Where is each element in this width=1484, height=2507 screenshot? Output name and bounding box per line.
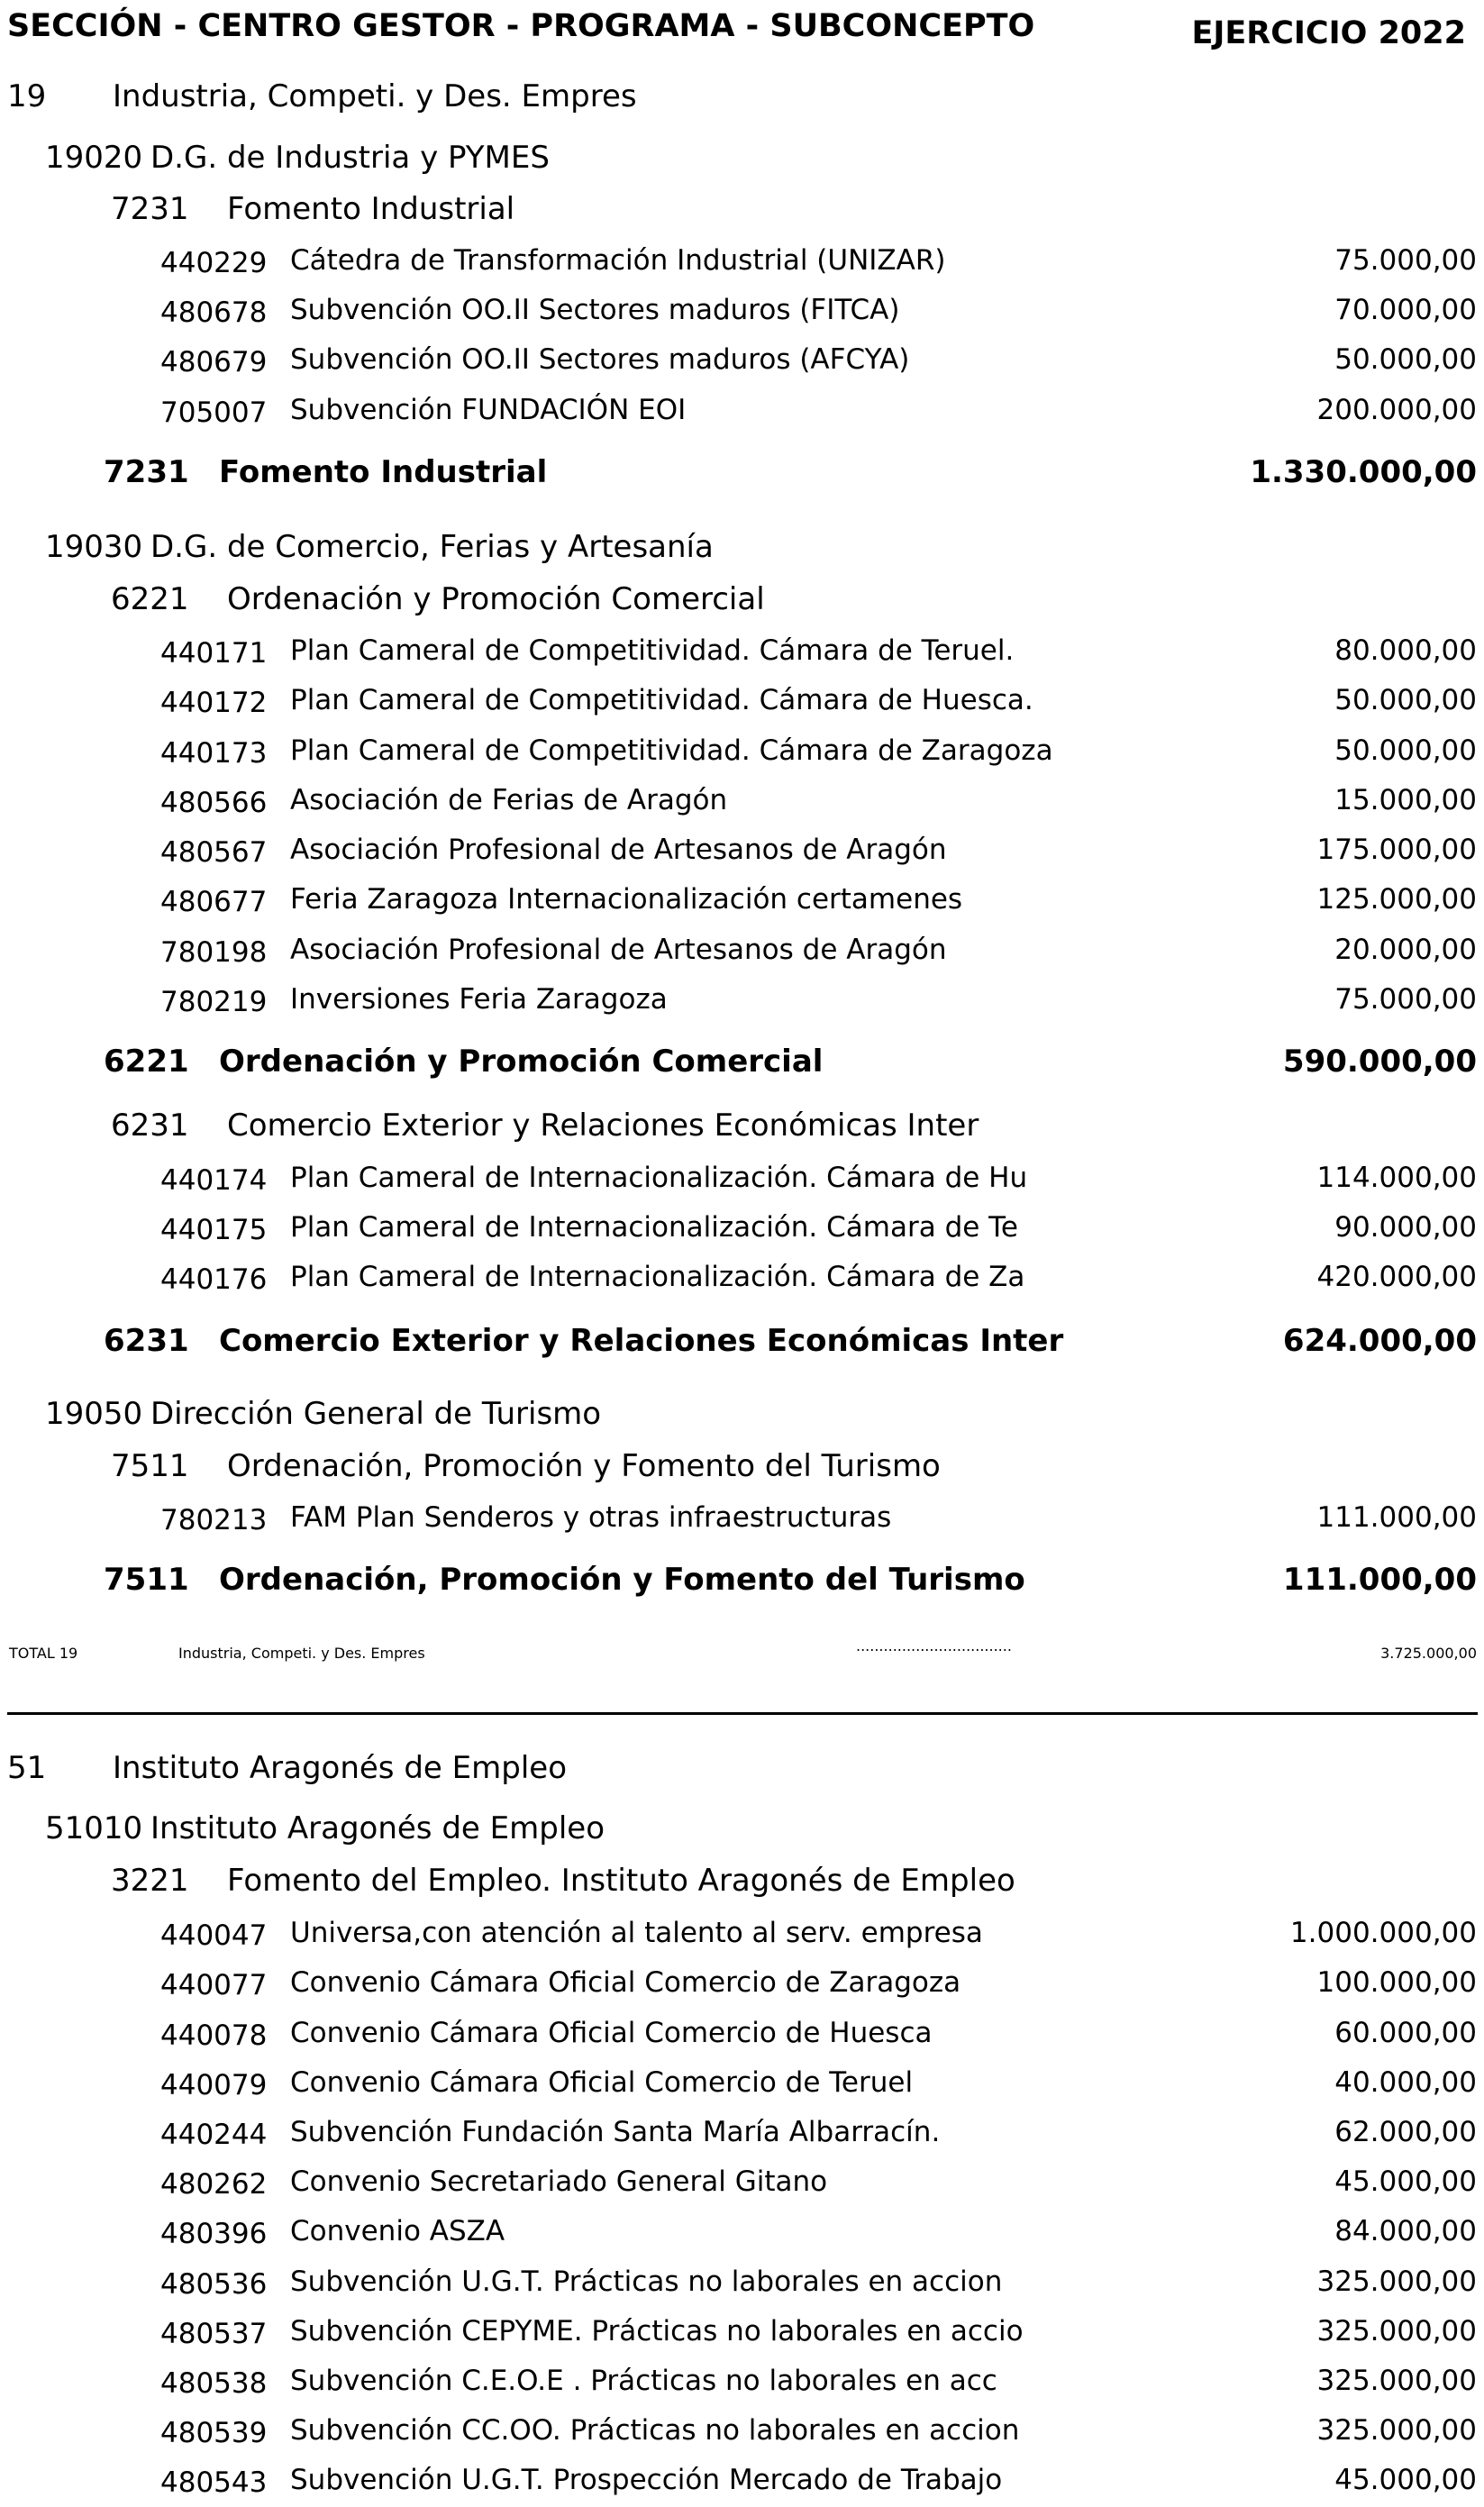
row-description: Instituto Aragonés de Empleo <box>113 1750 567 1786</box>
row-sub <box>0 448 1484 497</box>
row-description: Ordenación, Promoción y Fomento del Turismo <box>227 1448 941 1484</box>
row-item <box>0 2357 1484 2405</box>
row-item <box>0 286 1484 334</box>
row-code: 480262 <box>160 2168 268 2201</box>
row-item <box>0 776 1484 825</box>
row-description: Ordenación y Promoción Comercial <box>219 1044 824 1080</box>
row-description: Fomento Industrial <box>227 191 515 227</box>
row-description: Ordenación y Promoción Comercial <box>227 581 765 617</box>
row-code: 19020 <box>45 140 143 176</box>
row-amount: 325.000,00 <box>1316 2365 1477 2397</box>
row-l2 <box>0 133 1484 182</box>
row-amount: 624.000,00 <box>1282 1323 1477 1359</box>
row-amount: 84.000,00 <box>1334 2215 1477 2247</box>
row-description: Dirección General de Turismo <box>150 1396 602 1432</box>
row-item <box>0 2108 1484 2156</box>
row-description: Comercio Exterior y Relaciones Económicas Inter <box>227 1108 979 1144</box>
row-amount: 75.000,00 <box>1334 983 1477 1016</box>
row-l3 <box>0 185 1484 233</box>
row-description: Industria, Competi. y Des. Empres <box>178 1645 425 1662</box>
row-code: 19030 <box>45 529 143 565</box>
row-item <box>0 2058 1484 2107</box>
row-code: 780198 <box>160 936 268 969</box>
row-description: Inversiones Feria Zaragoza <box>290 983 668 1016</box>
row-code: 19 <box>7 78 47 114</box>
row-code: 440176 <box>160 1263 268 1296</box>
row-l1 <box>0 1744 1484 1792</box>
page-header <box>0 2 1484 50</box>
row-amount: 60.000,00 <box>1334 2017 1477 2049</box>
row-amount: 111.000,00 <box>1282 1562 1477 1598</box>
row-item <box>0 2307 1484 2356</box>
row-code: 51010 <box>45 1810 143 1846</box>
row-amount: 62.000,00 <box>1334 2116 1477 2148</box>
row-item <box>0 2456 1484 2504</box>
row-code: 480566 <box>160 787 268 819</box>
row-description: Convenio Cámara Oficial Comercio de Zaragoza <box>290 1966 961 1999</box>
section-divider <box>7 1712 1478 1715</box>
row-code: 7511 <box>111 1448 189 1484</box>
row-code: 440229 <box>160 247 268 279</box>
row-code: 440077 <box>160 1969 268 2001</box>
row-description: Convenio Cámara Oficial Comercio de Huesca <box>290 2017 933 2049</box>
row-description: Ordenación, Promoción y Fomento del Turismo <box>219 1562 1025 1598</box>
row-code: TOTAL 19 <box>9 1645 78 1662</box>
header-title: SECCIÓN - CENTRO GESTOR - PROGRAMA - SUBCONCEPTO <box>7 8 1035 44</box>
row-description: Subvención U.G.T. Prácticas no laborales en accion <box>290 2265 1003 2298</box>
row-code: 440078 <box>160 2019 268 2052</box>
row-description: Plan Cameral de Internacionalización. Cámara de Te <box>290 1211 1018 1244</box>
row-item <box>0 2257 1484 2306</box>
row-code: 480539 <box>160 2417 268 2449</box>
row-item <box>0 1493 1484 1542</box>
row-code: 780219 <box>160 986 268 1018</box>
row-code: 7511 <box>104 1562 189 1598</box>
row-amount: 80.000,00 <box>1334 634 1477 667</box>
row-description: D.G. de Industria y PYMES <box>150 140 550 176</box>
header-year: EJERCICIO 2022 <box>1191 15 1466 51</box>
row-amount: 40.000,00 <box>1334 2066 1477 2099</box>
row-amount: 75.000,00 <box>1334 244 1477 277</box>
row-code: 480537 <box>160 2318 268 2350</box>
row-item <box>0 825 1484 874</box>
row-code: 480536 <box>160 2268 268 2301</box>
row-description: Plan Cameral de Internacionalización. Cámara de Za <box>290 1261 1025 1293</box>
row-l2 <box>0 1390 1484 1438</box>
row-description: Universa,con atención al talento al serv. empresa <box>290 1917 983 1949</box>
row-description: Fomento del Empleo. Instituto Aragonés de Empleo <box>227 1863 1015 1899</box>
row-description: Fomento Industrial <box>219 454 548 490</box>
row-l3 <box>0 1856 1484 1905</box>
row-code: 440174 <box>160 1164 268 1197</box>
row-description: Plan Cameral de Competitividad. Cámara de Teruel. <box>290 634 1015 667</box>
row-code: 440244 <box>160 2119 268 2151</box>
row-item <box>0 2157 1484 2206</box>
row-amount: 125.000,00 <box>1316 883 1477 916</box>
row-description: Convenio Cámara Oficial Comercio de Teruel <box>290 2066 914 2099</box>
row-sub <box>0 1317 1484 1365</box>
row-l2 <box>0 1804 1484 1853</box>
row-amount: 50.000,00 <box>1334 734 1477 767</box>
row-amount: 100.000,00 <box>1316 1966 1477 1999</box>
row-code: 51 <box>7 1750 47 1786</box>
row-code: 780213 <box>160 1504 268 1536</box>
row-code: 6221 <box>111 581 189 617</box>
row-item <box>0 875 1484 924</box>
row-sub <box>0 1555 1484 1604</box>
row-code: 6221 <box>104 1044 189 1080</box>
row-code: 440047 <box>160 1919 268 1952</box>
row-code: 480396 <box>160 2218 268 2250</box>
row-code: 705007 <box>160 397 268 429</box>
row-amount: 15.000,00 <box>1334 784 1477 816</box>
row-description: Plan Cameral de Competitividad. Cámara de Huesca. <box>290 684 1033 716</box>
row-amount: 50.000,00 <box>1334 343 1477 376</box>
row-amount: 114.000,00 <box>1316 1162 1477 1194</box>
row-l3 <box>0 1442 1484 1491</box>
row-description: Subvención C.E.O.E . Prácticas no laborales en acc <box>290 2365 997 2397</box>
row-amount: 45.000,00 <box>1334 2165 1477 2198</box>
row-description: Asociación Profesional de Artesanos de Aragón <box>290 934 947 966</box>
row-l1 <box>0 72 1484 121</box>
row-description: Subvención FUNDACIÓN EOI <box>290 394 687 426</box>
row-code: 480567 <box>160 836 268 869</box>
row-code: 3221 <box>111 1863 189 1899</box>
row-description: FAM Plan Senderos y otras infraestructuras <box>290 1501 892 1534</box>
row-code: 480677 <box>160 886 268 918</box>
row-code: 480543 <box>160 2466 268 2499</box>
row-amount: 175.000,00 <box>1316 834 1477 866</box>
row-code: 6231 <box>111 1108 189 1144</box>
row-code: 480679 <box>160 346 268 378</box>
row-item <box>0 2406 1484 2455</box>
row-l3 <box>0 575 1484 624</box>
row-item <box>0 1958 1484 2007</box>
row-description: Subvención CEPYME. Prácticas no laborales en accio <box>290 2315 1024 2347</box>
row-description: Industria, Competi. y Des. Empres <box>113 78 637 114</box>
row-description: Subvención Fundación Santa María Albarracín. <box>290 2116 941 2148</box>
row-code: 19050 <box>45 1396 143 1432</box>
row-code: 440079 <box>160 2069 268 2101</box>
total-leader-dots: .................................. <box>856 1637 1012 1655</box>
row-item <box>0 2207 1484 2256</box>
row-amount: 1.330.000,00 <box>1250 454 1477 490</box>
row-description: Cátedra de Transformación Industrial (UNIZAR) <box>290 244 946 277</box>
row-description: Convenio Secretariado General Gitano <box>290 2165 828 2198</box>
row-item <box>0 1153 1484 1202</box>
row-description: Plan Cameral de Internacionalización. Cámara de Hu <box>290 1162 1028 1194</box>
row-item <box>0 1909 1484 1957</box>
row-item <box>0 726 1484 775</box>
row-item <box>0 676 1484 725</box>
row-description: Subvención OO.II Sectores maduros (AFCYA) <box>290 343 910 376</box>
row-item <box>0 2009 1484 2057</box>
row-description: Asociación Profesional de Artesanos de Aragón <box>290 834 947 866</box>
row-l2 <box>0 523 1484 571</box>
row-description: Subvención U.G.T. Prospección Mercado de Trabajo <box>290 2464 1003 2496</box>
row-amount: 590.000,00 <box>1282 1044 1477 1080</box>
row-item <box>0 1253 1484 1301</box>
row-item <box>0 626 1484 675</box>
row-amount: 111.000,00 <box>1316 1501 1477 1534</box>
row-amount: 45.000,00 <box>1334 2464 1477 2496</box>
row-item <box>0 386 1484 434</box>
row-code: 440172 <box>160 687 268 719</box>
row-sub <box>0 1037 1484 1086</box>
row-amount: 200.000,00 <box>1316 394 1477 426</box>
row-amount: 420.000,00 <box>1316 1261 1477 1293</box>
row-item <box>0 335 1484 384</box>
row-item <box>0 236 1484 285</box>
row-amount: 70.000,00 <box>1334 294 1477 326</box>
row-description: Subvención OO.II Sectores maduros (FITCA) <box>290 294 900 326</box>
row-description: Convenio ASZA <box>290 2215 505 2247</box>
row-code: 6231 <box>104 1323 189 1359</box>
row-total <box>0 1629 1484 1678</box>
row-description: D.G. de Comercio, Ferias y Artesanía <box>150 529 714 565</box>
row-code: 440171 <box>160 637 268 670</box>
row-item <box>0 1203 1484 1252</box>
row-amount: 325.000,00 <box>1316 2315 1477 2347</box>
row-amount: 325.000,00 <box>1316 2414 1477 2447</box>
row-code: 440175 <box>160 1214 268 1246</box>
row-description: Asociación de Ferias de Aragón <box>290 784 728 816</box>
row-code: 480538 <box>160 2367 268 2400</box>
row-amount: 325.000,00 <box>1316 2265 1477 2298</box>
row-amount: 50.000,00 <box>1334 684 1477 716</box>
row-code: 480678 <box>160 296 268 329</box>
row-description: Subvención CC.OO. Prácticas no laborales en accion <box>290 2414 1020 2447</box>
row-item <box>0 975 1484 1024</box>
row-amount: 90.000,00 <box>1334 1211 1477 1244</box>
row-amount: 1.000.000,00 <box>1289 1917 1477 1949</box>
row-code: 440173 <box>160 737 268 770</box>
row-code: 7231 <box>104 454 189 490</box>
row-l3 <box>0 1101 1484 1150</box>
row-description: Feria Zaragoza Internacionalización certamenes <box>290 883 963 916</box>
row-code: 7231 <box>111 191 189 227</box>
row-description: Comercio Exterior y Relaciones Económicas Inter <box>219 1323 1064 1359</box>
row-amount: 20.000,00 <box>1334 934 1477 966</box>
row-amount: 3.725.000,00 <box>1380 1645 1477 1662</box>
row-description: Plan Cameral de Competitividad. Cámara de Zaragoza <box>290 734 1053 767</box>
row-description: Instituto Aragonés de Empleo <box>150 1810 605 1846</box>
row-item <box>0 925 1484 974</box>
